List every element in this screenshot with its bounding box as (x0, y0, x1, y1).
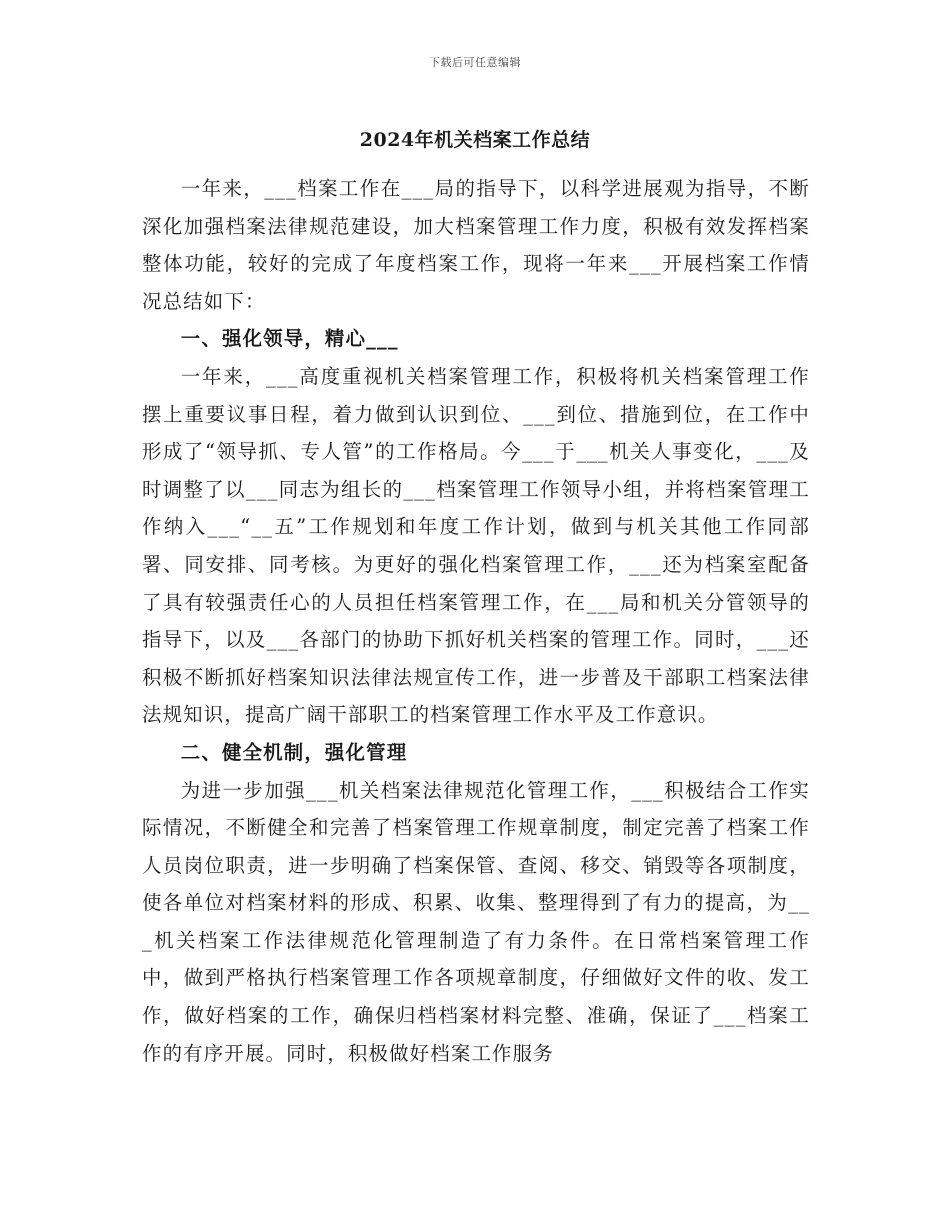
header-note: 下载后可任意编辑 (429, 56, 521, 69)
section-heading-1: 一、强化领导，精心___ (180, 327, 399, 351)
section-1-paragraph: 一年来，___高度重视机关档案管理工作，积极将机关档案管理工作摆上重要议事日程，着力做到认识到位、___到位、措施到位，在工作中形成了“领导抓、专人管”的工作格局。今___于___机关人事变化，___及时调整了以___同志为组长的___档案管理工作领导小组，并将档案管理工作纳入___“__五”工作规划和年度工作计划，做到与机关其他工作同部署、同安排、同考核。为更好的强化档案管理工作，___还为档案室配备了具有较强责任心的人员担任档案管理工作，在___局和机关分管领导的指导下，以及___各部门的协助下抓好机关档案的管理工作。同时，___还积极不断抓好档案知识法律法规宣传工作，进一步普及干部职工档案法律法规知识，提高广阔干部职工的档案管理工作水平及工作意识。 (142, 364, 810, 727)
section-2-paragraph: 为进一步加强___机关档案法律规范化管理工作，___积极结合工作实际情况，不断健全和完善了档案管理工作规章制度，制定完善了档案工作人员岗位职责，进一步明确了档案保管、查阅、移交、销毁等各项制度，使各单位对档案材料的形成、积累、收集、整理得到了有力的提高，为___机关档案工作法律规范化管理制造了有力条件。在日常档案管理工作中，做到严格执行档案管理工作各项规章制度，仔细做好文件的收、发工作，做好档案的工作，确保归档档案材料完整、准确，保证了___档案工作的有序开展。同时，积极做好档案工作服务 (142, 778, 810, 1065)
document-body (142, 170, 810, 1072)
section-heading-2: 二、健全机制，强化管理 (180, 740, 408, 764)
document-title: 2024年机关档案工作总结 (359, 129, 591, 151)
intro-paragraph: 一年来，___档案工作在___局的指导下，以科学进展观为指导，不断深化加强档案法律规范建设，加大档案管理工作力度，积极有效发挥档案整体功能，较好的完成了年度档案工作，现将一年来___开展档案工作情况总结如下： (142, 177, 810, 313)
